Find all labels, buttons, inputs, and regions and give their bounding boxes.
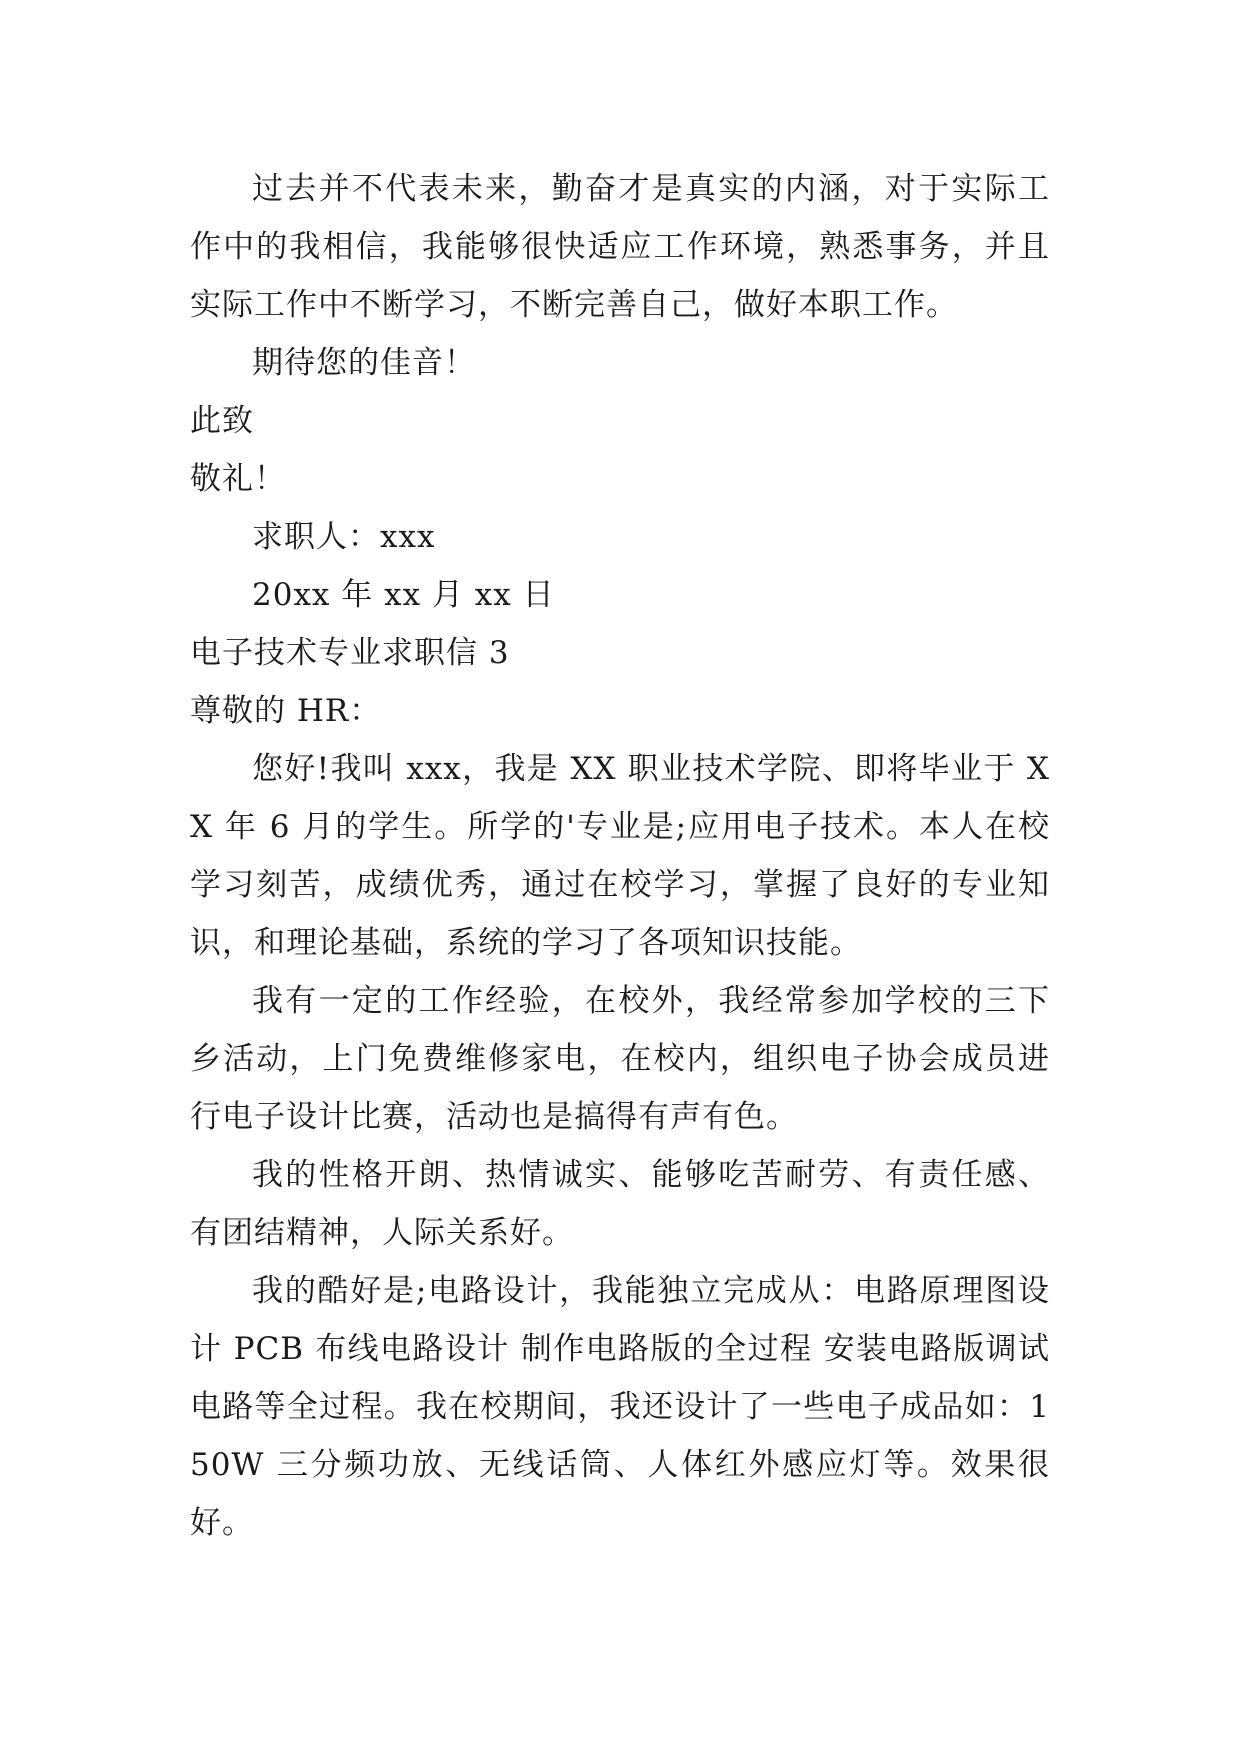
paragraph-expect-reply: 期待您的佳音！ — [252, 345, 476, 381]
paragraph-diligence: 过去并不代表未来，勤奋才是真实的内涵，对于实际工作中的我相信，我能够很快适应工作环境，熟悉事务，并且实际工作中不断学习，不断完善自己，做好本职工作。 — [190, 171, 1050, 323]
paragraph-introduction: 您好!我叫 xxx，我是 XX 职业技术学院、即将毕业于 XX 年 6 月的学生。所学的'专业是;应用电子技术。本人在校学习刻苦，成绩优秀，通过在校学习，掌握了良好的专业知识，和理论基础，系统的学习了各项知识技能。 — [190, 751, 1050, 961]
paragraph-personality: 我的性格开朗、热情诚实、能够吃苦耐劳、有责任感、有团结精神，人际关系好。 — [190, 1157, 1050, 1251]
letter-date: 20xx 年 xx 月 xx 日 — [252, 577, 555, 613]
paragraph-experience: 我有一定的工作经验，在校外，我经常参加学校的三下乡活动，上门免费维修家电，在校内，组织电子协会成员进行电子设计比赛，活动也是搞得有声有色。 — [190, 983, 1050, 1135]
section-title: 电子技术专业求职信 3 — [190, 635, 510, 671]
applicant-signature: 求职人：xxx — [252, 519, 436, 555]
closing-salutation: 此致 — [190, 403, 254, 439]
paragraph-hobby: 我的酷好是;电路设计，我能独立完成从：电路原理图设计 PCB 布线电路设计 制作电路版的全过程 安装电路版调试电路等全过程。我在校期间，我还设计了一些电子成品如：150W 三分频功放、无线话筒、人体红外感应灯等。效果很好。 — [190, 1273, 1050, 1541]
document-body — [190, 160, 1050, 1552]
closing-regards: 敬礼！ — [190, 461, 286, 497]
greeting: 尊敬的 HR： — [190, 693, 382, 729]
